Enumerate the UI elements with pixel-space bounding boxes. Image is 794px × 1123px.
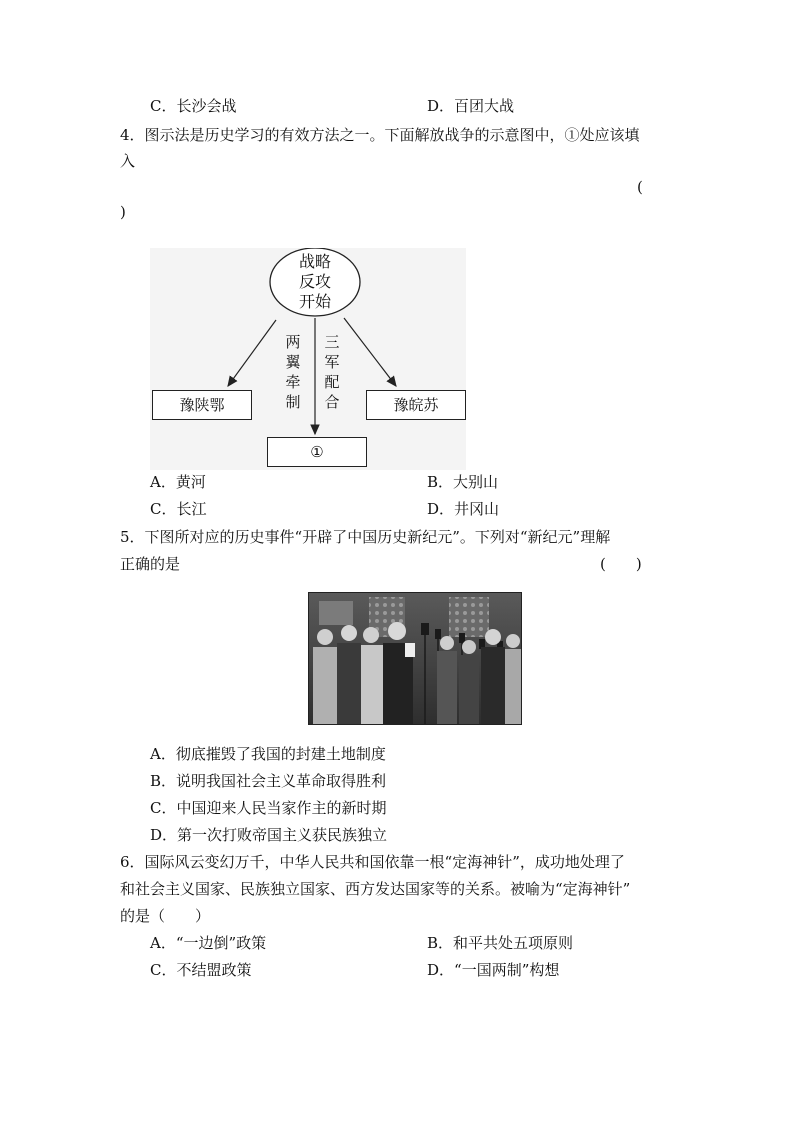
right-vertical-label: 三 军 配 合 [324, 333, 340, 411]
q4-option-b: B．大别山 [427, 473, 499, 491]
q6-option-d: D．“一国两制”构想 [427, 961, 560, 979]
q3-option-c: C．长沙会战 [150, 97, 237, 115]
q4-stem-line2: 入 [120, 152, 136, 170]
q6-stem-line3: 的是（ ） [120, 907, 211, 925]
q5-stem-line1: 5．下图所对应的历史事件“开辟了中国历史新纪元”。下列对“新纪元”理解 [120, 528, 611, 546]
q5-option-a: A．彻底摧毁了我国的封建土地制度 [150, 745, 386, 763]
q5-answer-paren: ( ) [600, 555, 642, 573]
right-box: 豫皖苏 [366, 390, 466, 420]
bottom-box: ① [267, 437, 367, 467]
left-vertical-label: 两 翼 牵 制 [285, 333, 301, 411]
q5-option-c: C．中国迎来人民当家作主的新时期 [150, 799, 387, 817]
q4-stem-line1: 4．图示法是历史学习的有效方法之一。下面解放战争的示意图中，①处应该填 [120, 126, 640, 144]
arrow-right [344, 318, 396, 386]
q4-diagram [150, 248, 466, 470]
q6-option-c: C．不结盟政策 [150, 961, 252, 979]
q6-option-b: B．和平共处五项原则 [427, 934, 574, 952]
center-node-label: 战略 反攻 开始 [298, 252, 331, 311]
q6-option-a: A．“一边倒”政策 [150, 934, 267, 952]
q5-stem-line2: 正确的是 [120, 555, 181, 573]
q5-option-d: D．第一次打败帝国主义获民族独立 [150, 826, 388, 844]
q4-answer-paren-open: ( [637, 178, 643, 196]
q4-option-a: A．黄河 [150, 473, 206, 491]
arrow-left [228, 320, 276, 386]
q6-stem-line1: 6．国际风云变幻万千，中华人民共和国依靠一根“定海神针”，成功地处理了 [120, 853, 625, 871]
q6-stem-line2: 和社会主义国家、民族独立国家、西方发达国家等的关系。被喻为“定海神针” [120, 880, 631, 898]
q4-answer-paren-close: ) [120, 203, 126, 221]
q5-photo-illustration [309, 593, 521, 724]
q4-option-c: C．长江 [150, 500, 207, 518]
q3-option-d: D．百团大战 [427, 97, 515, 115]
q4-option-d: D．井冈山 [427, 500, 500, 518]
q5-option-b: B．说明我国社会主义革命取得胜利 [150, 772, 387, 790]
left-box: 豫陕鄂 [152, 390, 252, 420]
q5-photo [308, 592, 522, 725]
